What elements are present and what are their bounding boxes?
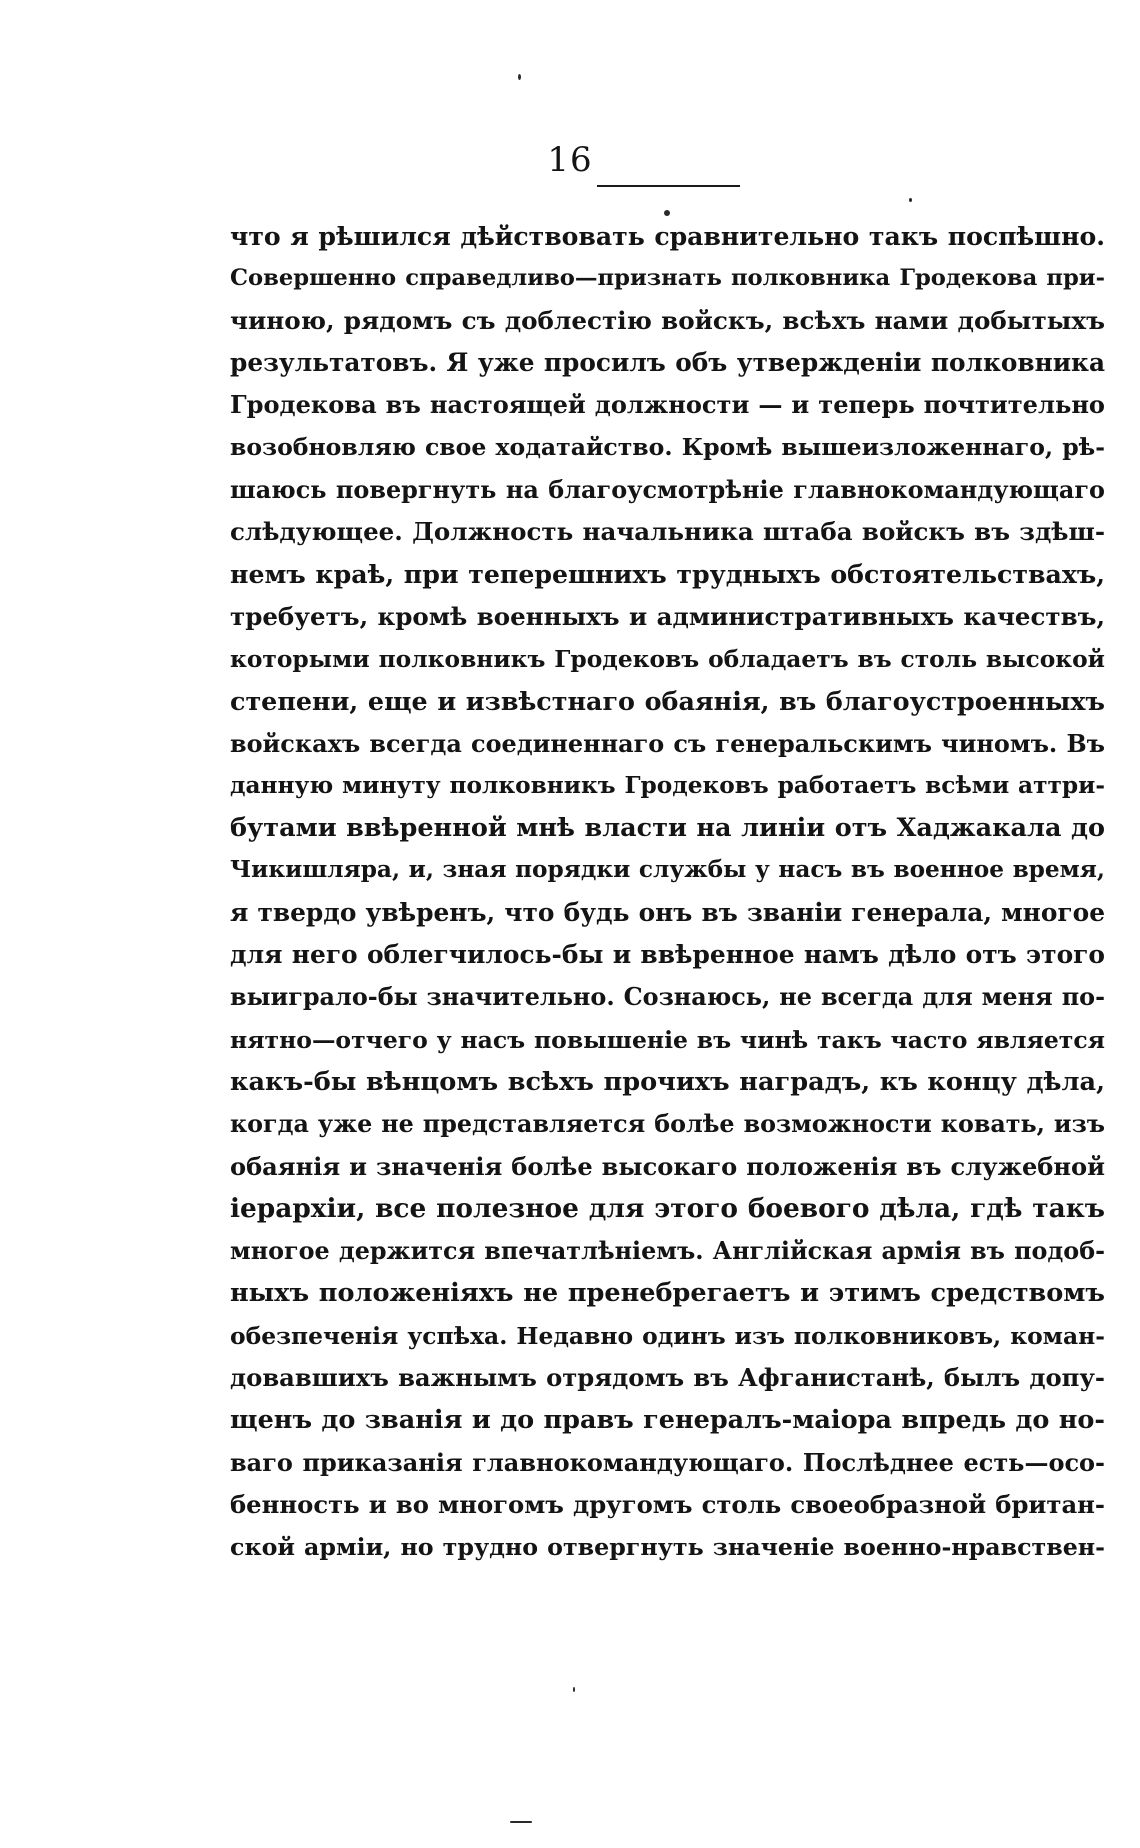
text-line: результатовъ. Я уже просилъ объ утвержденіи полковника [230,347,1105,377]
text-line: немъ краѣ, при теперешнихъ трудныхъ обстоятельствахъ, [230,559,1105,590]
text-line: какъ-бы вѣнцомъ всѣхъ прочихъ наградъ, къ концу дѣла, [230,1066,1105,1097]
body-text [230,215,1105,1569]
text-line: степени, еще и извѣстнаго обаянія, въ благоустроенныхъ [230,686,1105,717]
text-line: шаюсь повергнуть на благоусмотрѣніе главнокомандующаго [230,475,1105,504]
text-line: слѣдующее. Должность начальника штаба войскъ въ здѣш- [230,517,1105,547]
text-line: ваго приказанія главнокомандующаго. Послѣднее есть—осо- [230,1447,1105,1477]
text-line: многое держится впечатлѣніемъ. Англійская армія въ подоб- [230,1237,1105,1266]
text-line: обаянія и значенія болѣе высокаго положенія въ служебной [230,1151,1105,1181]
text-line: ской арміи, но трудно отвергнуть значеніе военно-нравствен- [230,1533,1105,1562]
scan-speck [518,74,521,80]
text-line: войскахъ всегда соединеннаго съ генеральскимъ чиномъ. Въ [230,729,1105,758]
text-line: требуетъ, кромѣ военныхъ и административныхъ качествъ, [230,601,1105,631]
header-rule [597,185,740,187]
text-line: когда уже не представляется болѣе возможности ковать, изъ [230,1110,1105,1139]
scan-speck [573,1687,575,1692]
text-line: іерархіи, все полезное для этого боевого дѣла, гдѣ такъ [230,1192,1105,1224]
text-line: возобновляю свое ходатайство. Кромѣ вышеизложеннаго, рѣ- [230,433,1105,462]
text-line: Чикишляра, и, зная порядки службы у насъ въ военное время, [230,856,1105,884]
text-line: нятно—отчего у насъ повышеніе въ чинѣ такъ часто является [230,1025,1105,1054]
text-line: чиною, рядомъ съ доблестію войскъ, всѣхъ нами добытыхъ [230,305,1105,335]
text-line: я твердо увѣренъ, что будь онъ въ званіи генерала, многое [230,897,1105,927]
scan-speck [909,198,912,202]
text-line: довавшихъ важнымъ отрядомъ въ Афганистанѣ, былъ допу- [230,1363,1105,1393]
scan-speck [664,210,670,216]
text-line: бенность и во многомъ другомъ столь своеобразной британ- [230,1489,1105,1519]
text-line: которыми полковникъ Гродековъ обладаетъ въ столь высокой [230,644,1105,673]
text-line: выиграло-бы значительно. Сознаюсь, не всегда для меня по- [230,983,1105,1012]
text-line: данную минуту полковникъ Гродековъ работаетъ всѣми аттри- [230,771,1105,799]
text-line: щенъ до званія и до правъ генералъ-маіора впредь до но- [230,1405,1105,1436]
text-line: ныхъ положеніяхъ не пренебрегаетъ и этимъ средствомъ [230,1278,1105,1309]
text-line: для него облегчилось-бы и ввѣренное намъ дѣло отъ этого [230,940,1105,970]
scan-speck [510,1821,532,1823]
text-line: Гродекова въ настоящей должности — и теперь почтительно [230,390,1105,420]
text-line: бутами ввѣренной мнѣ власти на линіи отъ Хаджакала до [230,813,1105,844]
text-line: что я рѣшился дѣйствовать сравнительно такъ поспѣшно. [230,221,1105,251]
page-number: 16 [547,140,593,180]
text-line: обезпеченія успѣха. Недавно одинъ изъ полковниковъ, коман- [230,1321,1105,1350]
text-line: Совершенно справедливо—признать полковника Гродекова при- [230,265,1105,292]
